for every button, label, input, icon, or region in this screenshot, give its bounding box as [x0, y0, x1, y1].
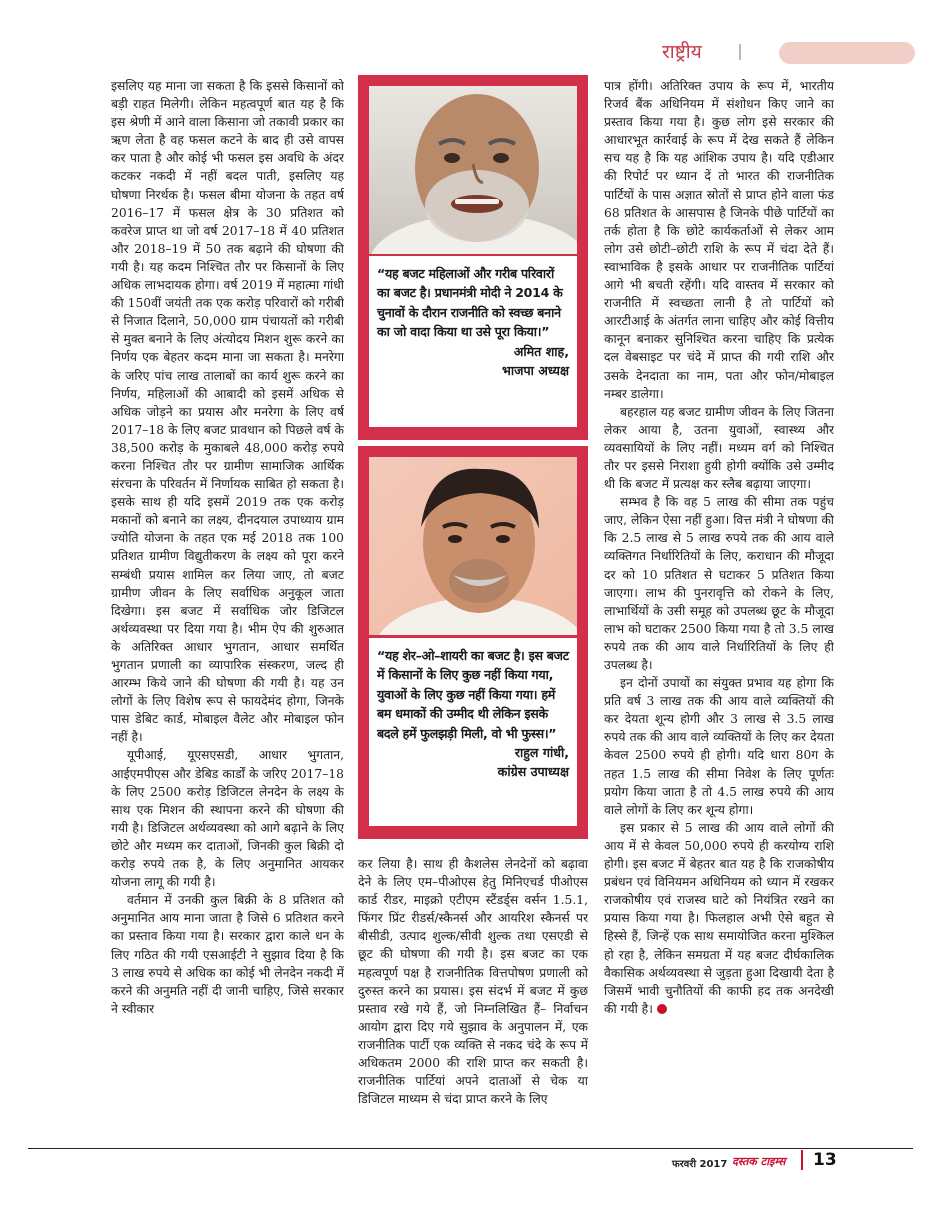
quote-author-role: कांग्रेस उपाध्यक्ष	[497, 764, 569, 780]
article-column-1	[111, 77, 344, 1134]
page-number: 13	[813, 1150, 837, 1170]
article-column-2	[358, 855, 588, 1135]
quote-author-name: राहुल गांधी,	[514, 745, 569, 761]
section-title: राष्ट्रीय	[662, 41, 702, 63]
quote-box-amit-shah	[358, 75, 588, 440]
paragraph: पात्र होंगी। अतिरिक्त उपाय के रूप में, भारतीय रिजर्व बैंक अधिनियम में संशोधन किए जाने का प्रस्ताव किया गया है। कुछ लोग इसे सरकार की आधारभूत कार्रवाई के रूप में देख सकते हैं लेकिन सच यह है कि यह आंशिक उपाय है। यदि एडीआर की रिपोर्ट पर ध्यान दें तो भारत की राजनीतिक पार्टियों के पास अज्ञात स्रोतों से प्राप्त होने वाला फंड 68 प्रतिशत के आसपास है जिनके पीछे पार्टियों का तर्क होता है कि छोटे कार्यकर्ताओं से लेकर आम लोग उसे छोटी–छोटी राशि के रूप में चंदा देते हैं। स्वाभाविक है इसके आधार पर राजनीतिक पार्टियां आगे भी बचती रहेंगी। यदि वास्तव में सरकार को राजनीति में स्वच्छता लानी है तो पार्टियों को आरटीआई के अंतर्गत लाना चाहिए और कोई वित्तीय कानून बनाकर सुनिश्चित करना चाहिए कि प्रत्येक दल वेबसाइट पर चंदे में प्राप्त की गयी राशि और उसके देनदाता का नाम, पता और फोन/मोबाइल नम्बर डालेगा।	[604, 79, 834, 401]
paragraph: इन दोनों उपायों का संयुक्त प्रभाव यह होगा कि प्रति वर्ष 3 लाख तक की आय वाले व्यक्तियों की कर देयता शून्य होगी और 3 लाख से 3.5 लाख रुपये तक की आय वाले व्यक्तियों के लिए कर देयता केवल 2500 रुपये ही होगी। यदि धारा 80ग के तहत 1.5 लाख की सीमा निवेश के लिए पूर्णतः प्रयोग किया जाता है तो 4.5 लाख रुपये की आय वाले लोगों के लिए कर शून्य होगा।	[604, 676, 834, 817]
paragraph: बहरहाल यह बजट ग्रामीण जीवन के लिए जितना लेकर आया है, उतना युवाओं, स्वास्थ्य और व्यवसायियों के लिए नहीं। मध्यम वर्ग को निश्चित तौर पर इससे निराशा हुयी होगी क्योंकि उसे उम्मीद थी कि बजट में प्रत्यक्ष कर स्लैब बढ़ाया जाएगा।	[604, 404, 834, 492]
footer-rule	[28, 1148, 913, 1149]
quote-author-role: भाजपा अध्यक्ष	[502, 363, 569, 379]
paragraph: वर्तमान में उनकी कुल बिक्री के 8 प्रतिशत को अनुमानित आय माना जाता है जिसे 6 प्रतिशत करने का प्रस्ताव किया गया है। सरकार द्वारा काले धन के लिए गठित की गयी एसआईटी ने सुझाव दिया है कि 3 लाख रुपये से अधिक का कोई भी लेनदेन नकदी में करने की अनुमति नहीं दी जानी चाहिए, जिसे सरकार ने स्वीकार	[111, 893, 344, 1016]
paragraph: यूपीआई, यूएसएसडी, आधार भुगतान, आईएमपीएस और डेबिड कार्डों के जरिए 2017–18 के लिए 2500 करोड़ डिजिटल लेनदेन के लक्ष्य के साथ एक मिशन की स्थापना करने की घोषणा की गयी है। डिजिटल अर्थव्यवस्था को आगे बढ़ाने के लिए छोटे और मध्यम कर दाताओं, जिनकी कुल बिक्री दो करोड़ रुपये तक है, के लिए अनुमानित आयकर योजना लागू की गयी है।	[111, 748, 344, 890]
portrait-rahul-gandhi-image	[369, 457, 577, 635]
footer-date: फरवरी 2017	[672, 1159, 728, 1170]
quote-card	[369, 256, 577, 427]
header-decorative-pill	[779, 42, 915, 64]
paragraph-last	[604, 819, 834, 1018]
footer-separator	[801, 1150, 803, 1170]
portrait-rahul-gandhi	[369, 457, 577, 635]
paragraph-text: इस प्रकार से 5 लाख की आय वाले लोगों की आय में से केवल 50,000 रुपये ही करयोग्य राशि होगी। इस बजट में बेहतर बात यह है कि राजकोषीय प्रबंधन एवं विनियमन अधिनियम को ध्यान में रखकर राजकोषीय एवं राजस्व घाटे को नियंत्रित रखने का प्रयास किया गया है। फिलहाल अभी ऐसे बहुत से हिस्से हैं, जिन्हें एक साथ समायोजित करना मुश्किल हो रहा है, लेकिन समग्रता में यह बजट दीर्घकालिक वैकासिक अर्थव्यवस्था से जुड़ता हुआ दिखायी देता है जिसमें भावी चुनौतियों की काफी हद तक अनदेखी की गयी है।	[604, 820, 834, 1016]
quote-box-rahul-gandhi	[358, 446, 588, 839]
paragraph: सम्भव है कि वह 5 लाख की सीमा तक पहुंच जाए, लेकिन ऐसा नहीं हुआ। वित्त मंत्री ने घोषणा की कि 2.5 लाख से 5 लाख रुपये तक की आय वाले व्यक्तिगत निर्धारितियों के लिए, कराधान की मौजूदा दर को 10 प्रतिशत से घटाकर 5 प्रतिशत किया जाएगा। लाभ की पुनरावृत्ति को रोकने के लिए, लाभार्थियों के उसी समूह को उपलब्ध छूट के मौजूदा लाभ को घटाकर 2500 किया गया है तो 3.5 लाख रुपये तक की आय वाले निर्धारितियों के लिए ही उपलब्ध है।	[604, 495, 834, 672]
portrait-amit-shah	[369, 86, 577, 254]
quote-text: “यह बजट महिलाओं और गरीब परिवारों का बजट है। प्रधानमंत्री मोदी ने 2014 के चुनावों के दौरान राजनीति को स्वच्छ बनाने का जो वादा किया था उसे पूरा किया।”	[377, 266, 563, 340]
paragraph: कर लिया है। साथ ही कैशलेस लेनदेनों को बढ़ावा देने के लिए एम–पीओएस हेतु मिनिएचर्ड पीओएस कार्ड रीडर, माइक्रो एटीएम स्टैंडर्ड्स वर्सन 1.5.1, फिंगर प्रिंट रीडर्स/स्कैनर्स और आयरिश स्कैनर्स पर बीसीडी, उत्पाद शुल्क/सीवी शुल्क तथा एसएडी से छूट की घोषणा की गयी है। इस बजट का एक महत्वपूर्ण पक्ष है राजनीतिक वित्तपोषण प्रणाली को दुरुस्त करने का प्रयास। इस संदर्भ में बजट में कुछ प्रस्ताव रखे गये हैं, जो निम्नलिखित हैं– निर्वाचन आयोग द्वारा दिए गये सुझाव के अनुपालन में, एक राजनीतिक पार्टी एक व्यक्ति से नकद चंदे के रूप में अधिकतम 2000 की राशि प्राप्त कर सकती है। राजनीतिक पार्टियां अपने दाताओं से चेक या डिजिटल माध्यम से चंदा प्राप्त करने के लिए	[358, 857, 588, 1107]
article-column-3	[604, 77, 834, 1137]
portrait-amit-shah-image	[369, 86, 577, 254]
footer-magazine-logo: दस्तक टाइम्स	[732, 1155, 786, 1168]
paragraph: इसलिए यह माना जा सकता है कि इससे किसानों को बड़ी राहत मिलेगी। लेकिन महत्वपूर्ण बात यह है कि इस श्रेणी में आने वाला किसाना जो तकावी प्रकार का ऋण लेता है वह फसल कटने के बाद ही उसे वापस कर पाता है और कोई भी फसल इस अवधि के अंदर कटकर नकदी में नहीं बदल पाती, इसलिए यह घोषणा निरर्थक है। फसल बीमा योजना के तहत वर्ष 2016–17 में फसल क्षेत्र के 30 प्रतिशत को कवरेज प्राप्त था जो वर्ष 2017–18 में 40 प्रतिशत और 2018–19 में 50 तक बढ़ाने की घोषणा की गयी है। यह कदम निश्चित तौर पर किसानों के लिए अधिक लाभदायक होगा। वर्ष 2019 में महात्मा गांधी की 150वीं जयंती तक एक करोड़ परिवारों को गरीबी से निजात दिलाने, 50,000 ग्राम पंचायतों को गरीबी से मुक्त बनाने के लिए अंत्योदय मिशन शुरू करने का निर्णय एक बेहतर कदम माना जा सकता है। मनरेगा के जरिए पांच लाख तालाबों का कार्य शुरू करने का निर्णय, महिलाओं की आबादी को इसमें अधिक से अधिक जोड़ने का प्रयास और मनरेगा के लिए वर्ष 2017–18 के लिए बजट प्रावधान को पिछले वर्ष के 38,500 करोड़ के मुकाबले 48,000 करोड़ रुपये करना निश्चित तौर पर ग्रामीण सामाजिक आर्थिक संरचना के परिवर्तन में निर्णायक साबित हो सकता है। इसके साथ ही यदि इसमें 2019 तक एक करोड़ मकानों को बनाने का लक्ष्य, दीनदयाल उपाध्याय ग्राम ज्योति योजना के तहत एक मई 2018 तक 100 प्रतिशत ग्रामीण विद्युतीकरण के लक्ष्य को पूरा करने सम्बंधी प्रयास शामिल कर लिया जाए, तो बजट ग्रामीण जीवन के लिए सर्वाधिक अनुकूल जाता दिखेगा। इस बजट में सर्वाधिक जोर डिजिटल अर्थव्यवस्था पर दिया गया है। भीम ऐप की शुरुआत के अतिरिक्त आधार भुगतान, आधार समर्थित भुगतान प्रणाली का व्यापारिक संस्करण, जल्द ही आरम्भ किये जाने की घोषणा की गयी है। यह उन लोगों के लिए विशेष रूप से फायदेमंद होगा, जिनके पास डेबिट कार्ड, मोबाइल वैलेट और मोबाइल फोन नहीं है।	[111, 79, 344, 745]
end-mark-icon	[657, 1004, 667, 1014]
quote-text: “यह शेर–ओ–शायरी का बजट है। इस बजट में किसानों के लिए कुछ नहीं किया गया, युवाओं के लिए कुछ नहीं किया गया। हमें बम धमाकों की उम्मीद थी लेकिन इसके बदले हमें फुलझड़ी मिली, वो भी फुस्स।”	[377, 648, 569, 741]
header-divider	[739, 44, 741, 60]
quote-card	[369, 638, 577, 826]
quote-author-name: अमित शाह,	[513, 343, 569, 359]
